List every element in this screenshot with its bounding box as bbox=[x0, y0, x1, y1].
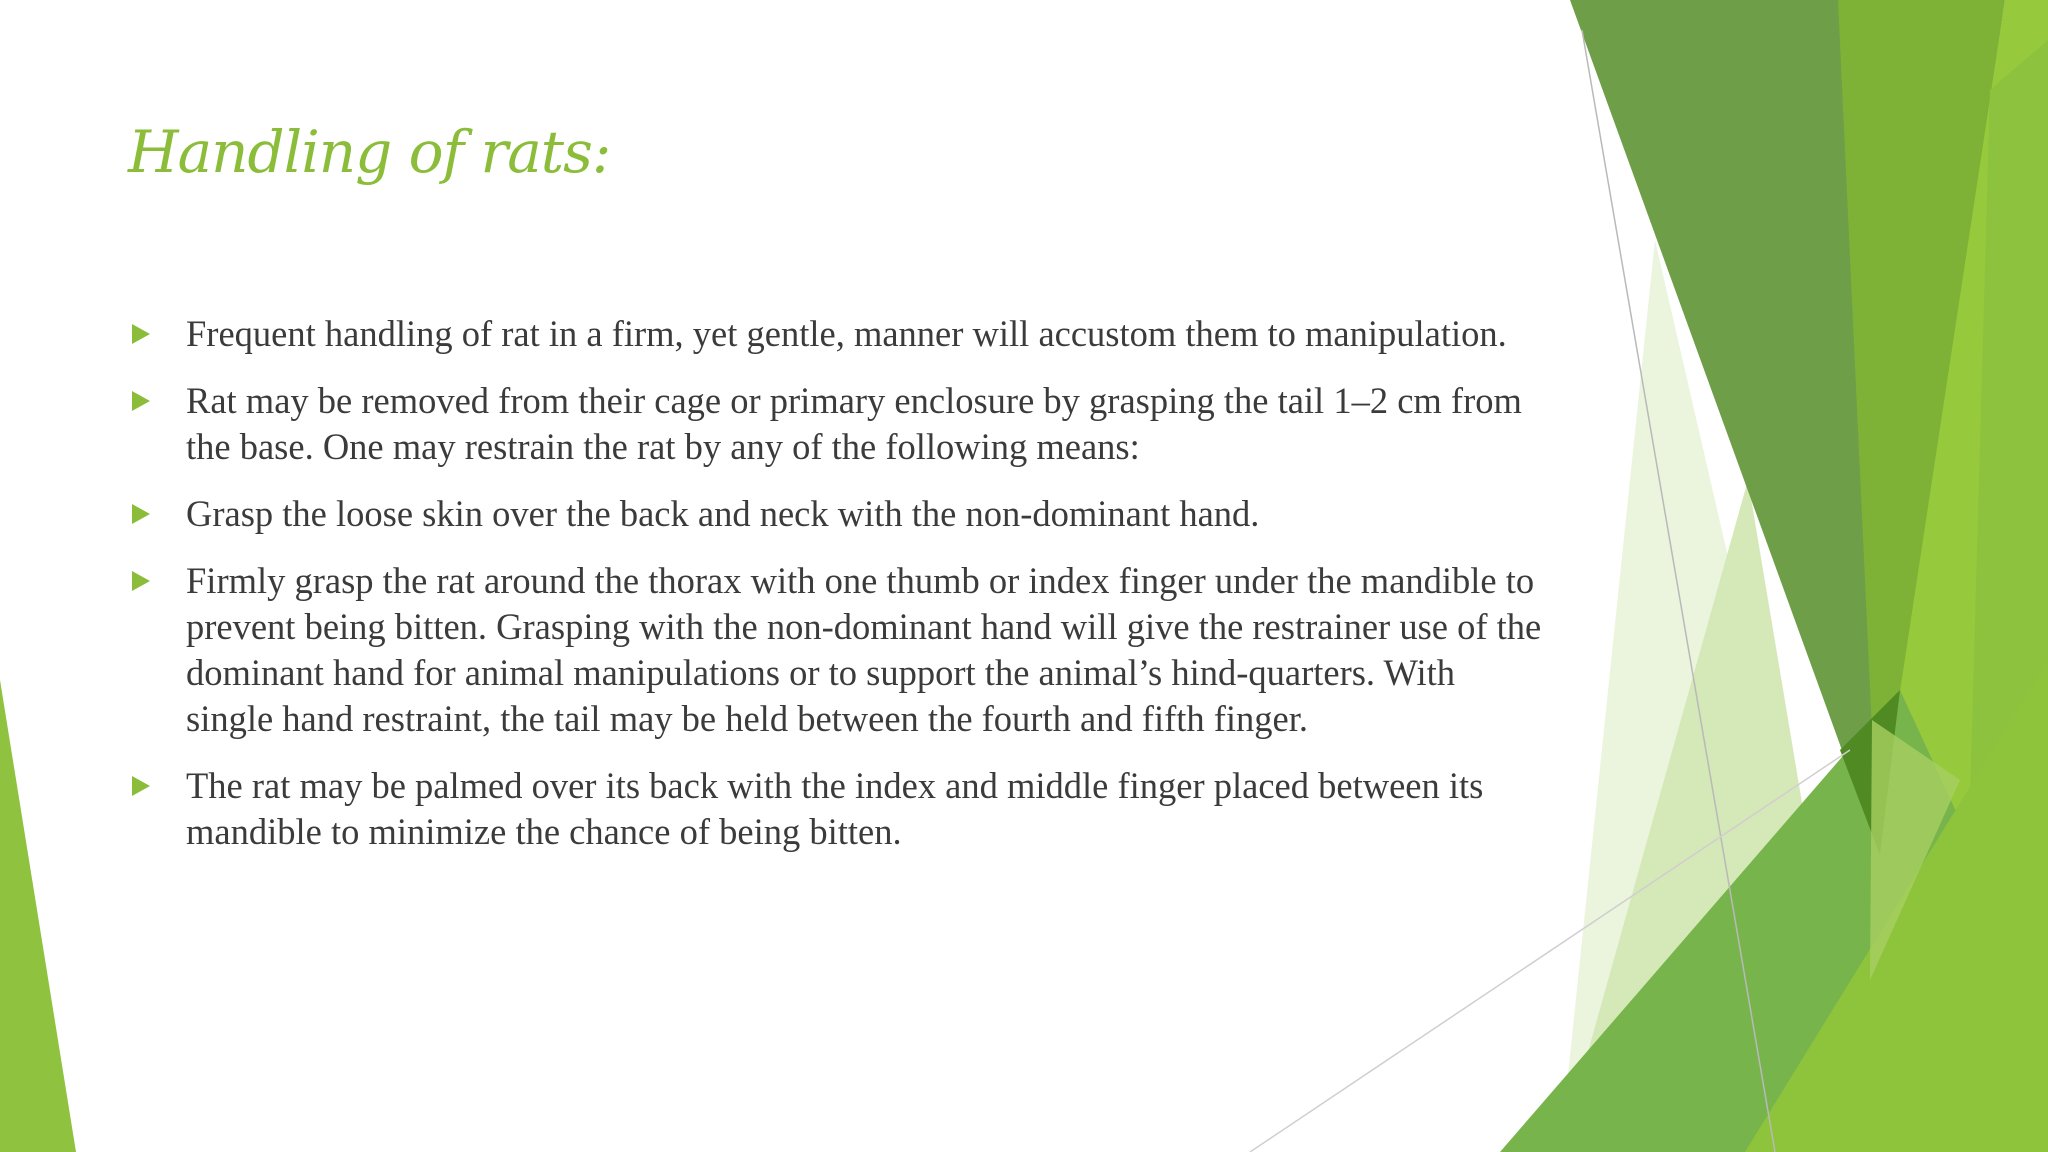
bullet-item bbox=[130, 763, 1550, 855]
slide-title: Handling of rats: bbox=[128, 118, 611, 186]
bullet-text: Frequent handling of rat in a firm, yet gentle, manner will accustom them to manipulation. bbox=[186, 313, 1507, 354]
bullet-item bbox=[130, 378, 1550, 470]
bullet-text: The rat may be palmed over its back with the index and middle finger placed between its mandible to minimize the chance of being bitten. bbox=[186, 765, 1484, 852]
bullet-item bbox=[130, 558, 1550, 742]
left-edge-shape bbox=[0, 680, 76, 1152]
bullet-list bbox=[130, 311, 1550, 876]
triangle-bullet-icon bbox=[130, 378, 186, 424]
triangle-bullet-icon bbox=[130, 311, 186, 357]
triangle-bullet-icon bbox=[130, 558, 186, 604]
triangle-bullet-icon bbox=[130, 763, 186, 809]
bullet-item bbox=[130, 491, 1550, 537]
bullet-text: Grasp the loose skin over the back and neck with the non-dominant hand. bbox=[186, 493, 1260, 534]
bullet-text: Rat may be removed from their cage or primary enclosure by grasping the tail 1–2 cm from the base. One may restrain the rat by any of the following means: bbox=[186, 380, 1522, 467]
triangle-bullet-icon bbox=[130, 491, 186, 537]
bullet-item bbox=[130, 311, 1550, 357]
bullet-text: Firmly grasp the rat around the thorax with one thumb or index finger under the mandible to prevent being bitten. Grasping with the non-dominant hand will give the restrainer use of the dominant hand for animal manipulations or to support the animal’s hind-quarters. With single hand restraint, the tail may be held between the fourth and fifth finger. bbox=[186, 560, 1542, 739]
